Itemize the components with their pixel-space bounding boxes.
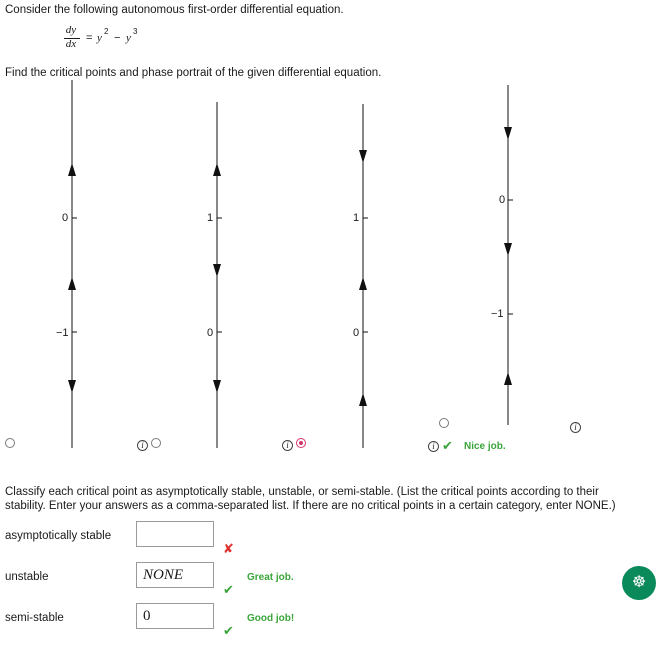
phase-portraits — [0, 80, 642, 460]
arrow-down — [504, 127, 512, 140]
wrong-icon: ✘ — [223, 541, 234, 556]
portrait-feedback: Nice job. — [464, 441, 506, 452]
arrow-up — [213, 163, 221, 176]
arrow-up — [504, 372, 512, 385]
unstable-feedback: Great job. — [247, 572, 294, 583]
differential-equation — [62, 24, 182, 56]
info-icon[interactable]: i — [282, 440, 293, 451]
portrait-2-radio[interactable] — [151, 438, 161, 448]
arrow-down — [504, 243, 512, 256]
classify-instructions-line-2: stability. Enter your answers as a comma-separated list. If there are no critical points in a certain category, enter NONE.) — [5, 500, 616, 512]
classify-instructions-line-1: Classify each critical point as asymptotically stable, unstable, or semi-stable. (List the critical points according to their — [5, 486, 599, 498]
rhs-exponent-2: 3 — [133, 27, 138, 36]
portrait-3-radio[interactable] — [296, 438, 306, 448]
asymptotically-stable-label: asymptotically stable — [5, 530, 112, 542]
equation-numerator: dy — [65, 24, 77, 36]
unstable-label: unstable — [5, 571, 49, 583]
semi-stable-input[interactable]: 0 — [136, 603, 214, 629]
portrait-4-tick-lower: −1 — [491, 308, 504, 320]
phase-portrait-4 — [504, 85, 513, 425]
check-icon: ✔ — [223, 623, 234, 638]
semi-stable-feedback: Good job! — [247, 613, 295, 624]
asymptotically-stable-input[interactable] — [136, 521, 214, 547]
arrow-down — [213, 264, 221, 277]
phase-portrait-3 — [359, 104, 368, 448]
portrait-1-tick-lower: −1 — [56, 327, 69, 339]
help-chat-icon[interactable]: ☸ — [622, 566, 656, 600]
info-icon[interactable]: i — [428, 441, 439, 452]
rhs-exponent-1: 2 — [104, 27, 109, 36]
portrait-4-tick-upper: 0 — [499, 194, 506, 206]
equation-denominator: dx — [65, 38, 77, 50]
portrait-1-radio[interactable] — [5, 438, 15, 448]
arrow-up — [68, 163, 76, 176]
minus-sign: − — [114, 32, 121, 44]
portrait-2-tick-lower: 0 — [207, 327, 214, 339]
portrait-1-tick-upper: 0 — [62, 212, 69, 224]
question-prompt: Find the critical points and phase portrait of the given differential equation. — [5, 67, 382, 79]
portrait-4-radio[interactable] — [439, 418, 449, 428]
arrow-down — [359, 150, 367, 163]
portrait-3-tick-lower: 0 — [353, 327, 360, 339]
equals-sign: = — [86, 32, 93, 44]
check-icon: ✔ — [442, 438, 453, 453]
question-intro: Consider the following autonomous first-order differential equation. — [5, 4, 344, 16]
semi-stable-label: semi-stable — [5, 612, 64, 624]
check-icon: ✔ — [223, 582, 234, 597]
arrow-up — [68, 277, 76, 290]
arrow-up — [359, 393, 367, 406]
arrow-up — [359, 277, 367, 290]
unstable-input[interactable]: NONE — [136, 562, 214, 588]
info-icon[interactable]: i — [137, 440, 148, 451]
phase-portrait-1 — [68, 80, 77, 448]
rhs-y1: y — [97, 32, 102, 44]
portrait-2-tick-upper: 1 — [207, 212, 214, 224]
phase-portrait-2 — [213, 102, 222, 448]
info-icon[interactable]: i — [570, 422, 581, 433]
rhs-y2: y — [126, 32, 131, 44]
arrow-down — [213, 380, 221, 393]
arrow-down — [68, 380, 76, 393]
portrait-3-tick-upper: 1 — [353, 212, 360, 224]
